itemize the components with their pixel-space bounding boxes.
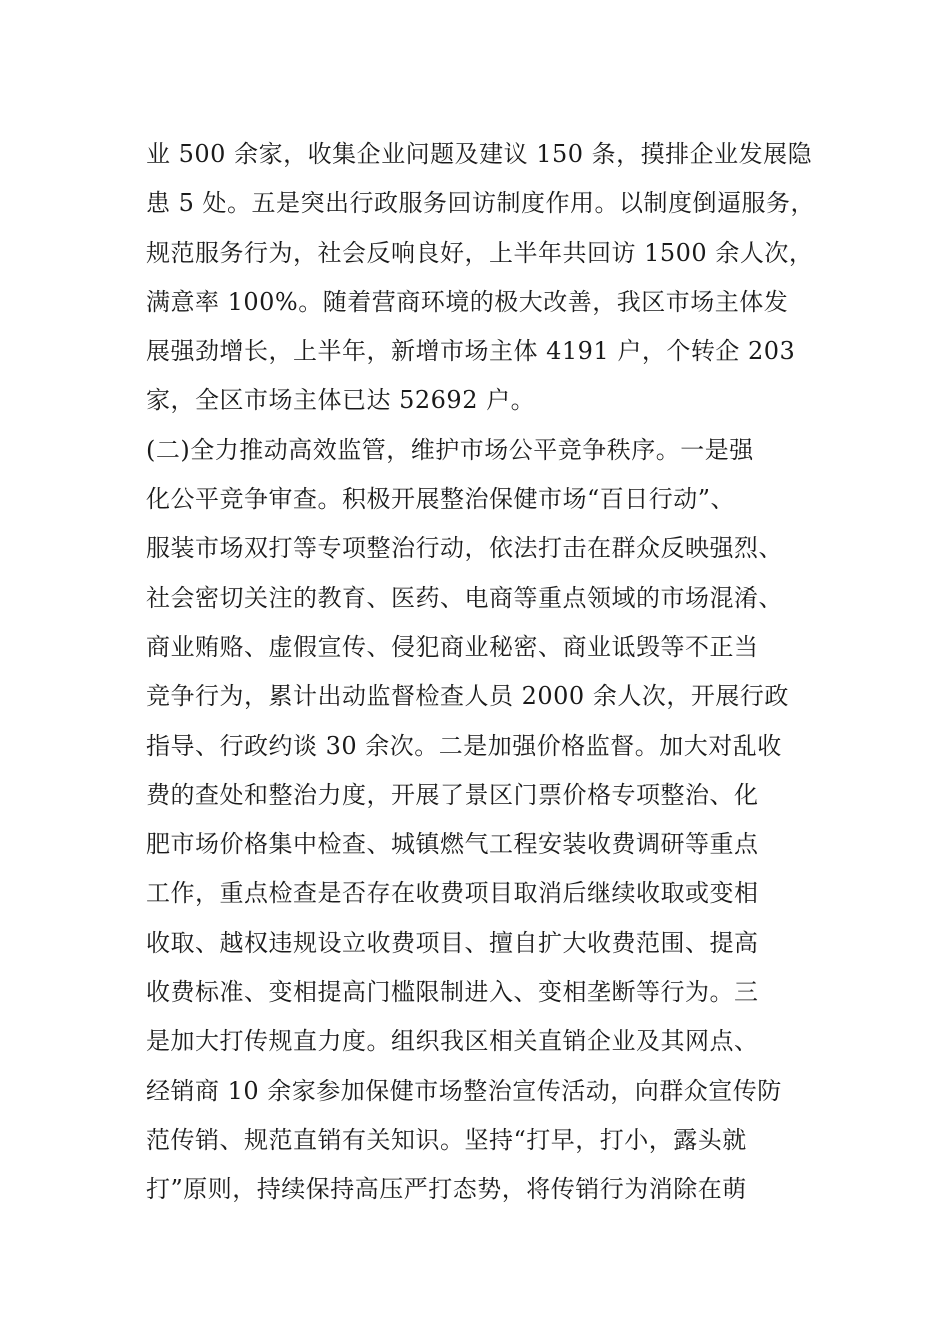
text-line: 肥市场价格集中检查、城镇燃气工程安装收费调研等重点 bbox=[146, 830, 759, 859]
text-line: 患 5 处。五是突出行政服务回访制度作用。以制度倒逼服务， bbox=[146, 189, 816, 218]
text-line: 是加大打传规直力度。组织我区相关直销企业及其网点、 bbox=[146, 1027, 759, 1056]
text-line: 工作，重点检查是否存在收费项目取消后继续收取或变相 bbox=[146, 879, 759, 908]
text-line: 业 500 余家，收集企业问题及建议 150 条，摸排企业发展隐 bbox=[146, 140, 813, 168]
text-line: 收取、越权违规设立收费项目、擅自扩大收费范围、提高 bbox=[146, 928, 759, 957]
text-line: 商业贿赂、虚假宣传、侵犯商业秘密、商业诋毁等不正当 bbox=[146, 632, 759, 661]
text-line: 展强劲增长，上半年，新增市场主体 4191 户，个转企 203 bbox=[146, 337, 796, 366]
text-line: 收费标准、变相提高门槛限制进入、变相垄断等行为。三 bbox=[146, 978, 759, 1007]
text-line: 服装市场双打等专项整治行动，依法打击在群众反映强烈、 bbox=[146, 534, 783, 563]
section-heading-line: (二)全力推动高效监管，维护市场公平竞争秩序。一是强 bbox=[146, 435, 754, 464]
text-line: 指导、行政约谈 30 余次。二是加强价格监督。加大对乱收 bbox=[146, 731, 782, 760]
text-line: 打”原则，持续保持高压严打态势，将传销行为消除在萌 bbox=[146, 1175, 747, 1204]
text-line: 化公平竞争审查。积极开展整治保健市场“百日行动”、 bbox=[146, 485, 736, 514]
text-line: 满意率 100%。随着营商环境的极大改善，我区市场主体发 bbox=[146, 287, 789, 316]
text-line: 费的查处和整治力度，开展了景区门票价格专项整治、化 bbox=[146, 780, 759, 809]
text-line: 经销商 10 余家参加保健市场整治宣传活动，向群众宣传防 bbox=[146, 1076, 782, 1105]
text-line: 规范服务行为，社会反响良好，上半年共回访 1500 余人次， bbox=[146, 238, 814, 267]
text-line: 家，全区市场主体已达 52692 户。 bbox=[146, 386, 536, 415]
body-text bbox=[146, 130, 846, 1215]
text-line: 竞争行为，累计出动监督检查人员 2000 余人次，开展行政 bbox=[146, 682, 789, 711]
text-line: 范传销、规范直销有关知识。坚持“打早，打小，露头就 bbox=[146, 1125, 747, 1154]
text-line: 社会密切关注的教育、医药、电商等重点领域的市场混淆、 bbox=[146, 583, 783, 612]
